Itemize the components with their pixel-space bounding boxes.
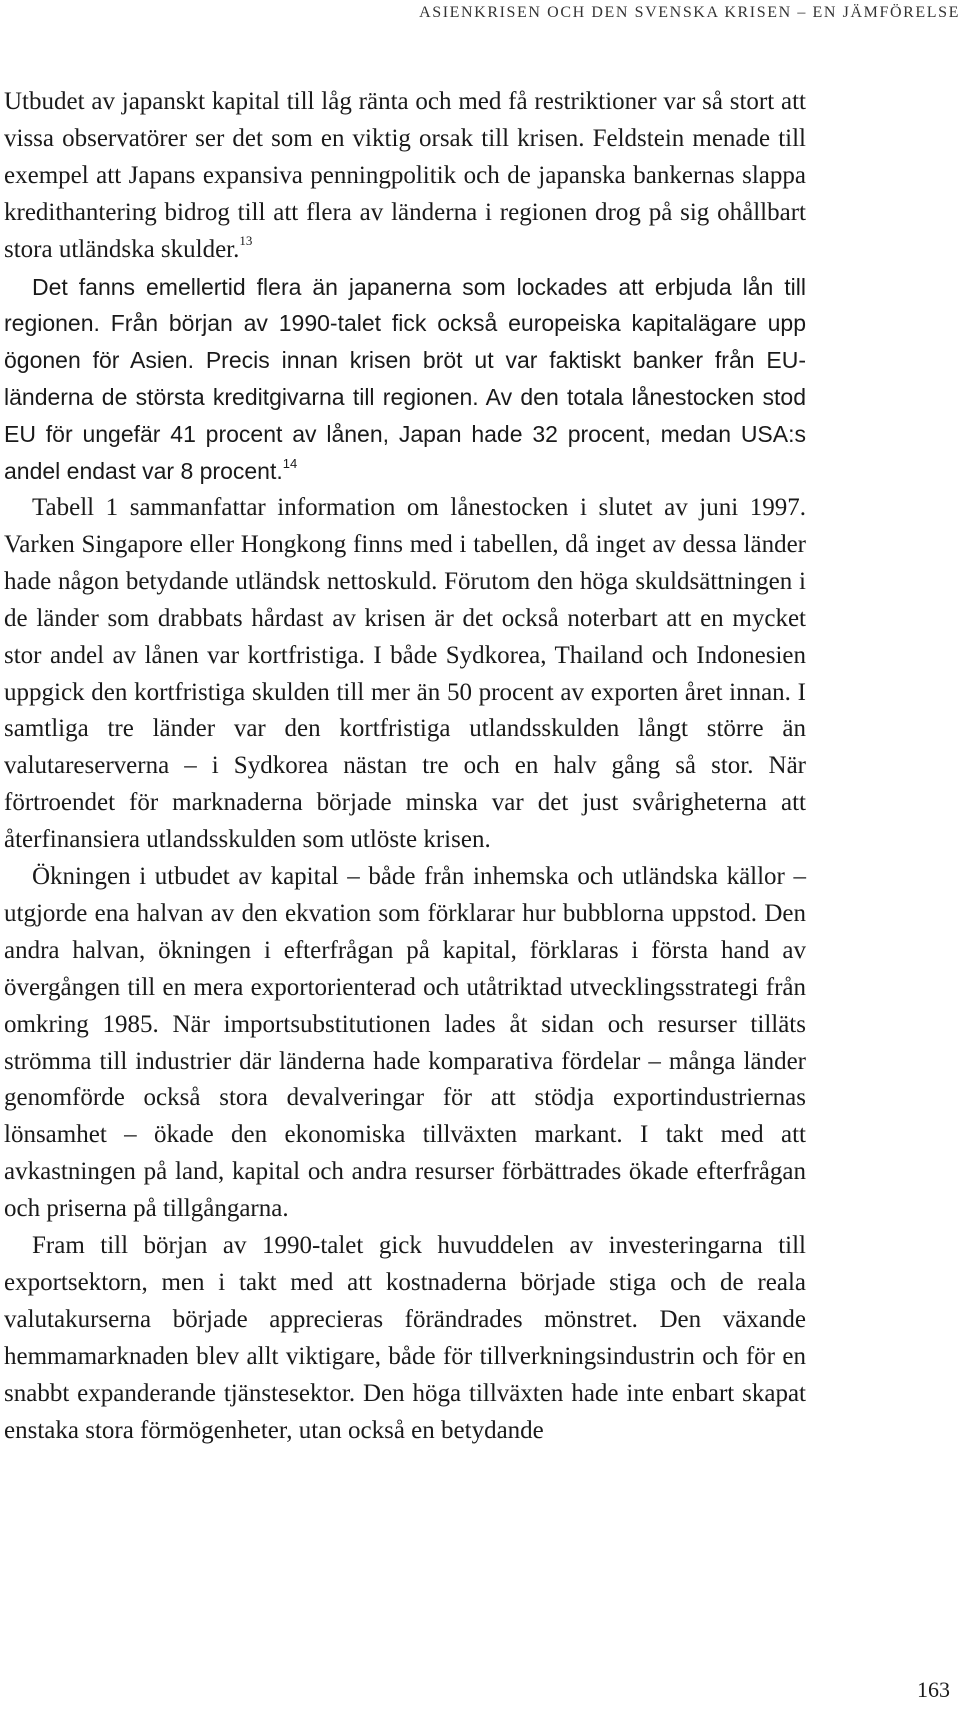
paragraph-4 [4,859,806,1228]
footnote-marker: 13 [239,233,253,249]
paragraph-text: Utbudet av japanskt kapital till låg ränta och med få restriktioner var så stort att vissa observatörer ser det som en viktig orsak till krisen. Feldstein menade till exempel att Japans expansiva penningpolitik och de japanska bankernas slappa kredithantering bidrog till att flera av länderna i regionen drog på sig ohållbart stora utländska skulder. [4,88,806,263]
page-number: 163 [917,1677,950,1702]
paragraph-3 [4,490,806,859]
body-text [4,84,806,1450]
paragraph-text: Det fanns emellertid flera än japanerna som lockades att erbjuda lån till regionen. Från början av 1990-talet fick också europeiska kapitalägare upp ögonen för Asien. Precis innan krisen bröt ut var faktiskt banker från EU-länderna de största kreditgivarna till regionen. Av den totala lånestocken stod EU för ungefär 41 procent av lånen, Japan hade 32 procent, medan USA:s andel endast var 8 procent. [4,273,806,485]
paragraph-text: Fram till början av 1990-talet gick huvuddelen av investeringarna till exportsektorn, men i takt med att kostnaderna började stiga och de reala valutakurserna började apprecieras förändrades mönstret. Den växande hemmamarknaden blev allt viktigare, både för tillverkningsindustrin och för en snabbt expanderande tjänstesektor. Den höga tillväxten hade inte enbart skapat enstaka stora förmögenheter, utan också en betydande [4,1232,806,1444]
paragraph-5 [4,1228,806,1449]
paragraph-1 [4,84,806,269]
paragraph-2 [4,269,806,490]
paragraph-text: Ökningen i utbudet av kapital – både från inhemska och utländska källor – utgjorde ena halvan av den ekvation som förklarar hur bubblorna uppstod. Den andra halvan, ökningen i efterfrågan på kapital, förklaras i första hand av övergången till en mera exportorienterad och utåtriktad utvecklingsstrategi från omkring 1985. När importsubstitutionen lades åt sidan och resurser tilläts strömma till industrier där länderna hade komparativa fördelar – många länder genomförde också stora devalveringar för att stödja exportindustriernas lönsamhet – ökade den ekonomiska tillväxten markant. I takt med att avkastningen på land, kapital och andra resurser förbättrades ökade efterfrågan och priserna på tillgångarna. [4,863,806,1223]
paragraph-text: Tabell 1 sammanfattar information om lånestocken i slutet av juni 1997. Varken Singapore eller Hongkong finns med i tabellen, då inget av dessa länder hade någon betydande utländsk nettoskuld. Förutom den höga skuldsättningen i de länder som drabbats hårdast av krisen är det också noterbart att en mycket stor andel av lånen var kortfristiga. I både Sydkorea, Thailand och Indonesien uppgick den kortfristiga skulden till mer än 50 procent av exporten året innan. I samtliga tre länder var den kortfristiga utlandsskulden långt större än valutareserverna – i Sydkorea nästan tre och en halv gång så stor. När förtroendet för marknaderna började minska var det just svårigheterna att återfinansiera utlandsskulden som utlöste krisen. [4,493,806,854]
footnote-marker: 14 [282,456,298,472]
running-header: ASIENKRISEN OCH DEN SVENSKA KRISEN – EN JÄMFÖRELSE [419,4,960,21]
